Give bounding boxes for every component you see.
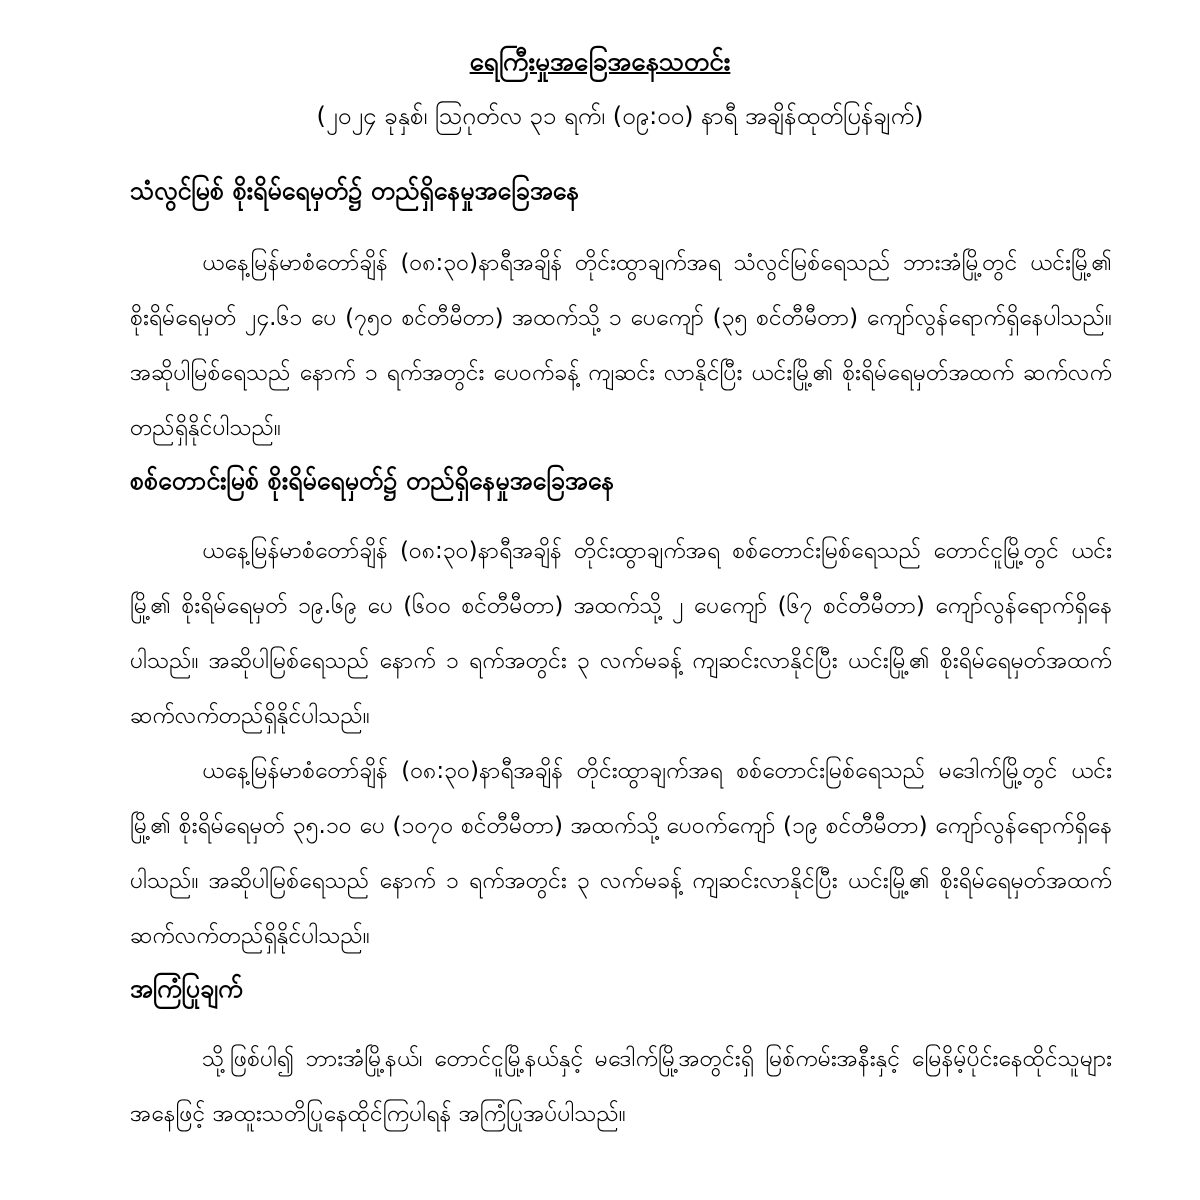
section-heading-sittaung: စစ်တောင်းမြစ် စိုးရိမ်ရေမှတ်၌ တည်ရှိနေမှုအခြေအနေ (130, 466, 615, 495)
section-heading-salween: သံလွင်မြစ် စိုးရိမ်ရေမှတ်၌ တည်ရှိနေမှုအခြေအနေ (130, 176, 580, 205)
document-subtitle: (၂၀၂၄ ခုနှစ်၊ ဩဂုတ်လ ၃၁ ရက်၊ (၀၉:၀၀) နာရီ အချိန်ထုတ်ပြန်ချက်) (316, 102, 924, 130)
paragraph-advice: သို့ဖြစ်ပါ၍ ဘားအံမြို့နယ်၊ တောင်ငူမြို့နယ်နှင့် မဒေါက်မြို့အတွင်းရှိ မြစ်ကမ်းအနီးနှင့် မြေနိမ့်ပိုင်းနေထိုင်သူများအနေဖြင့် အထူးသတိပြုနေထိုင်ကြပါရန် အကြံပြုအပ်ပါသည်။ (130, 1046, 1112, 1127)
paragraph-sittaung-madauk: ယနေ့မြန်မာစံတော်ချိန် (၀၈:၃၀)နာရီအချိန် တိုင်းထွာချက်အရ စစ်တောင်းမြစ်ရေသည် မဒေါက်မြို့တွင် ယင်းမြို့၏ စိုးရိမ်ရေမှတ် ၃၅.၁၀ ပေ (၁၀၇၀ စင်တီမီတာ) အထက်သို့ ပေဝက်ကျော် (၁၉ စင်တီမီတာ) ကျော်လွန်ရောက်ရှိနေပါသည်။ အဆိုပါမြစ်ရေသည် နောက် ၁ ရက်အတွင်း ၃ လက်မခန့် ကျဆင်းလာနိုင်ပြီး ယင်းမြို့၏ စိုးရိမ်ရေမှတ်အထက် ဆက်လက်တည်ရှိနိုင်ပါသည်။ (130, 758, 1112, 949)
document-title: ရေကြီးမှုအခြေအနေသတင်း (469, 47, 731, 77)
paragraph-salween-hpa-an: ယနေ့မြန်မာစံတော်ချိန် (၀၈:၃၀)နာရီအချိန် တိုင်းထွာချက်အရ သံလွင်မြစ်ရေသည် ဘားအံမြို့တွင် ယင်းမြို့၏ စိုးရိမ်ရေမှတ် ၂၄.၆၁ ပေ (၇၅၀ စင်တီမီတာ) အထက်သို့ ၁ ပေကျော် (၃၅ စင်တီမီတာ) ကျော်လွန်ရောက်ရှိနေပါသည်။ အဆိုပါမြစ်ရေသည် နောက် ၁ ရက်အတွင်း ပေဝက်ခန့် ကျဆင်း လာနိုင်ပြီး ယင်းမြို့၏ စိုးရိမ်ရေမှတ်အထက် ဆက်လက်တည်ရှိနိုင်ပါသည်။ (130, 250, 1112, 441)
section-heading-advice: အကြံပြုချက် (130, 974, 243, 1003)
paragraph-sittaung-taungoo: ယနေ့မြန်မာစံတော်ချိန် (၀၈:၃၀)နာရီအချိန် တိုင်းထွာချက်အရ စစ်တောင်းမြစ်ရေသည် တောင်ငူမြို့တွင် ယင်းမြို့၏ စိုးရိမ်ရေမှတ် ၁၉.၆၉ ပေ (၆၀၀ စင်တီမီတာ) အထက်သို့ ၂ ပေကျော် (၆၇ စင်တီမီတာ) ကျော်လွန်ရောက်ရှိနေပါသည်။ အဆိုပါမြစ်ရေသည် နောက် ၁ ရက်အတွင်း ၃ လက်မခန့် ကျဆင်းလာနိုင်ပြီး ယင်းမြို့၏ စိုးရိမ်ရေမှတ်အထက် ဆက်လက်တည်ရှိနိုင်ပါသည်။ (130, 538, 1112, 729)
